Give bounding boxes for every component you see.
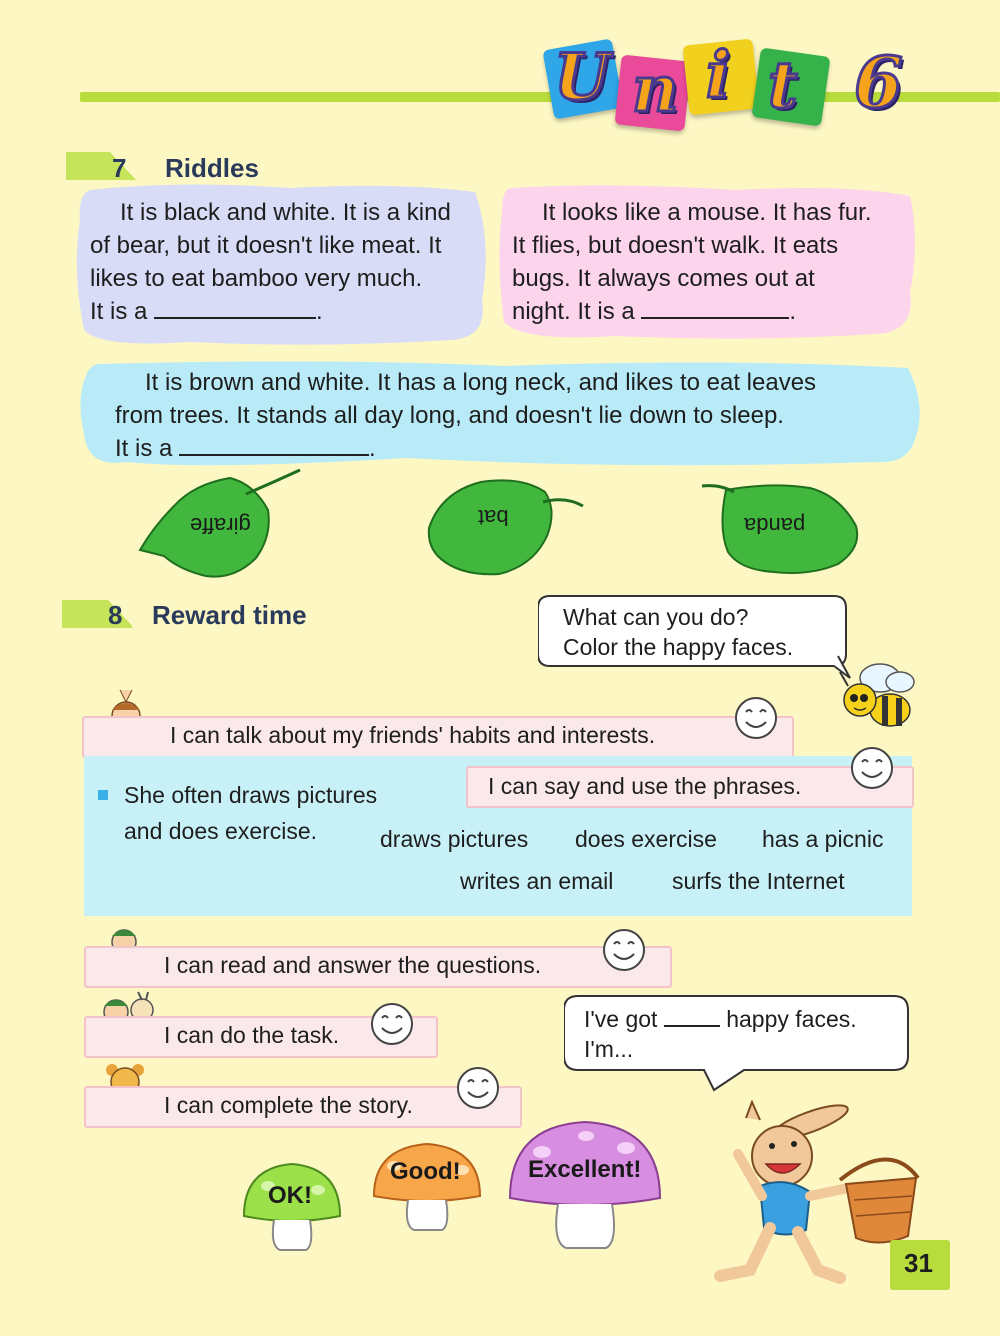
riddle1-text [90,196,490,328]
can-statement-2: I can read and answer the questions. [164,952,542,978]
riddle2-blank[interactable] [641,297,789,319]
speech-bottom-got: I've got [584,1006,658,1032]
section8-title: Reward time [152,600,307,630]
can-statement-4: I can complete the story. [164,1092,413,1118]
happy-face-icon-4[interactable] [370,1002,414,1046]
riddle2-line: It looks like a mouse. It has fur. [542,199,872,226]
happy-face-icon-1[interactable] [734,696,778,740]
phrase-surfs-the-internet: surfs the Internet [672,868,845,894]
speech-bottom-line1 [584,1004,857,1034]
phrase-writes-an-email: writes an email [460,868,614,894]
mushroom-good[interactable] [370,1142,484,1234]
unit-letter-n: n [632,52,679,127]
mushroom-excellent-label: Excellent! [528,1156,642,1183]
phrase-has-a-picnic: has a picnic [762,826,884,852]
riddle1-line: of bear, but it doesn't like meat. It [90,232,442,259]
riddle3-period: . [369,435,376,462]
riddle3-answer-line [115,432,915,465]
speech-bubble-bottom-text [584,1004,857,1064]
riddle3-blank[interactable] [179,434,369,456]
can-statement-3: I can do the task. [164,1022,340,1048]
mushroom-ok-label: OK! [268,1182,312,1209]
speech-top-line2: Color the happy faces. [563,634,794,660]
bee-illustration [820,660,916,736]
riddle3-prompt: It is a [115,435,173,462]
speech-bottom-happy-faces: happy faces. [726,1006,857,1032]
riddle1-answer-line [90,295,490,328]
riddle1-blank[interactable] [154,297,316,319]
unit-letter-i: i [706,38,731,113]
speech-bottom-line2: I'm... [584,1036,634,1062]
phrase-draws-pictures: draws pictures [380,826,529,852]
speech-bubble-top-text [563,602,793,662]
can-statement-1: I can talk about my friends' habits and interests. [170,722,656,748]
bullet-example-line1: She often draws pictures [124,782,378,808]
unit-number: 6 [854,41,903,124]
mushroom-good-label: Good! [390,1158,461,1185]
riddle2-period: . [789,298,797,325]
section8-number: 8 [108,600,123,630]
happy-face-icon-5[interactable] [456,1066,500,1110]
riddle2-line: bugs. It always comes out at [512,265,815,292]
phrase-does-exercise: does exercise [575,826,717,852]
section7-title: Riddles [165,153,259,183]
section7-number: 7 [112,153,127,183]
bullet-example-line2: and does exercise. [124,818,318,844]
riddle1-prompt: It is a [90,298,148,325]
riddle2-answer-line [512,295,917,328]
can-statement-phrases: I can say and use the phrases. [488,773,802,799]
riddle1-line: likes to eat bamboo very much. [90,265,423,292]
speech-top-line1: What can you do? [563,604,749,630]
mushroom-excellent[interactable] [506,1118,664,1256]
unit-title [548,30,928,130]
unit-letter-u: U [554,40,610,115]
leaf-bat-label[interactable]: bat [478,505,509,530]
riddle3-line: from trees. It stands all day long, and doesn't lie down to sleep. [115,402,784,429]
riddle2-prompt: night. It is a [512,298,635,325]
leaf-giraffe-label[interactable]: giraffe [190,513,251,538]
bullet-marker [98,790,108,800]
happy-face-icon-3[interactable] [602,928,646,972]
riddle2-line: It flies, but doesn't walk. It eats [512,232,839,259]
riddle3-line: It is brown and white. It has a long neck, and likes to eat leaves [145,369,817,396]
riddle1-line: It is black and white. It is a kind [120,199,451,226]
leaf-panda-label[interactable]: panda [744,513,806,538]
riddle1-period: . [316,298,323,325]
riddle2-text [512,196,917,328]
page-number: 31 [904,1248,933,1278]
unit-letter-t: t [768,48,798,123]
happy-faces-count-blank[interactable] [664,1005,720,1027]
happy-face-icon-2[interactable] [850,746,894,790]
riddle3-text [115,366,915,465]
